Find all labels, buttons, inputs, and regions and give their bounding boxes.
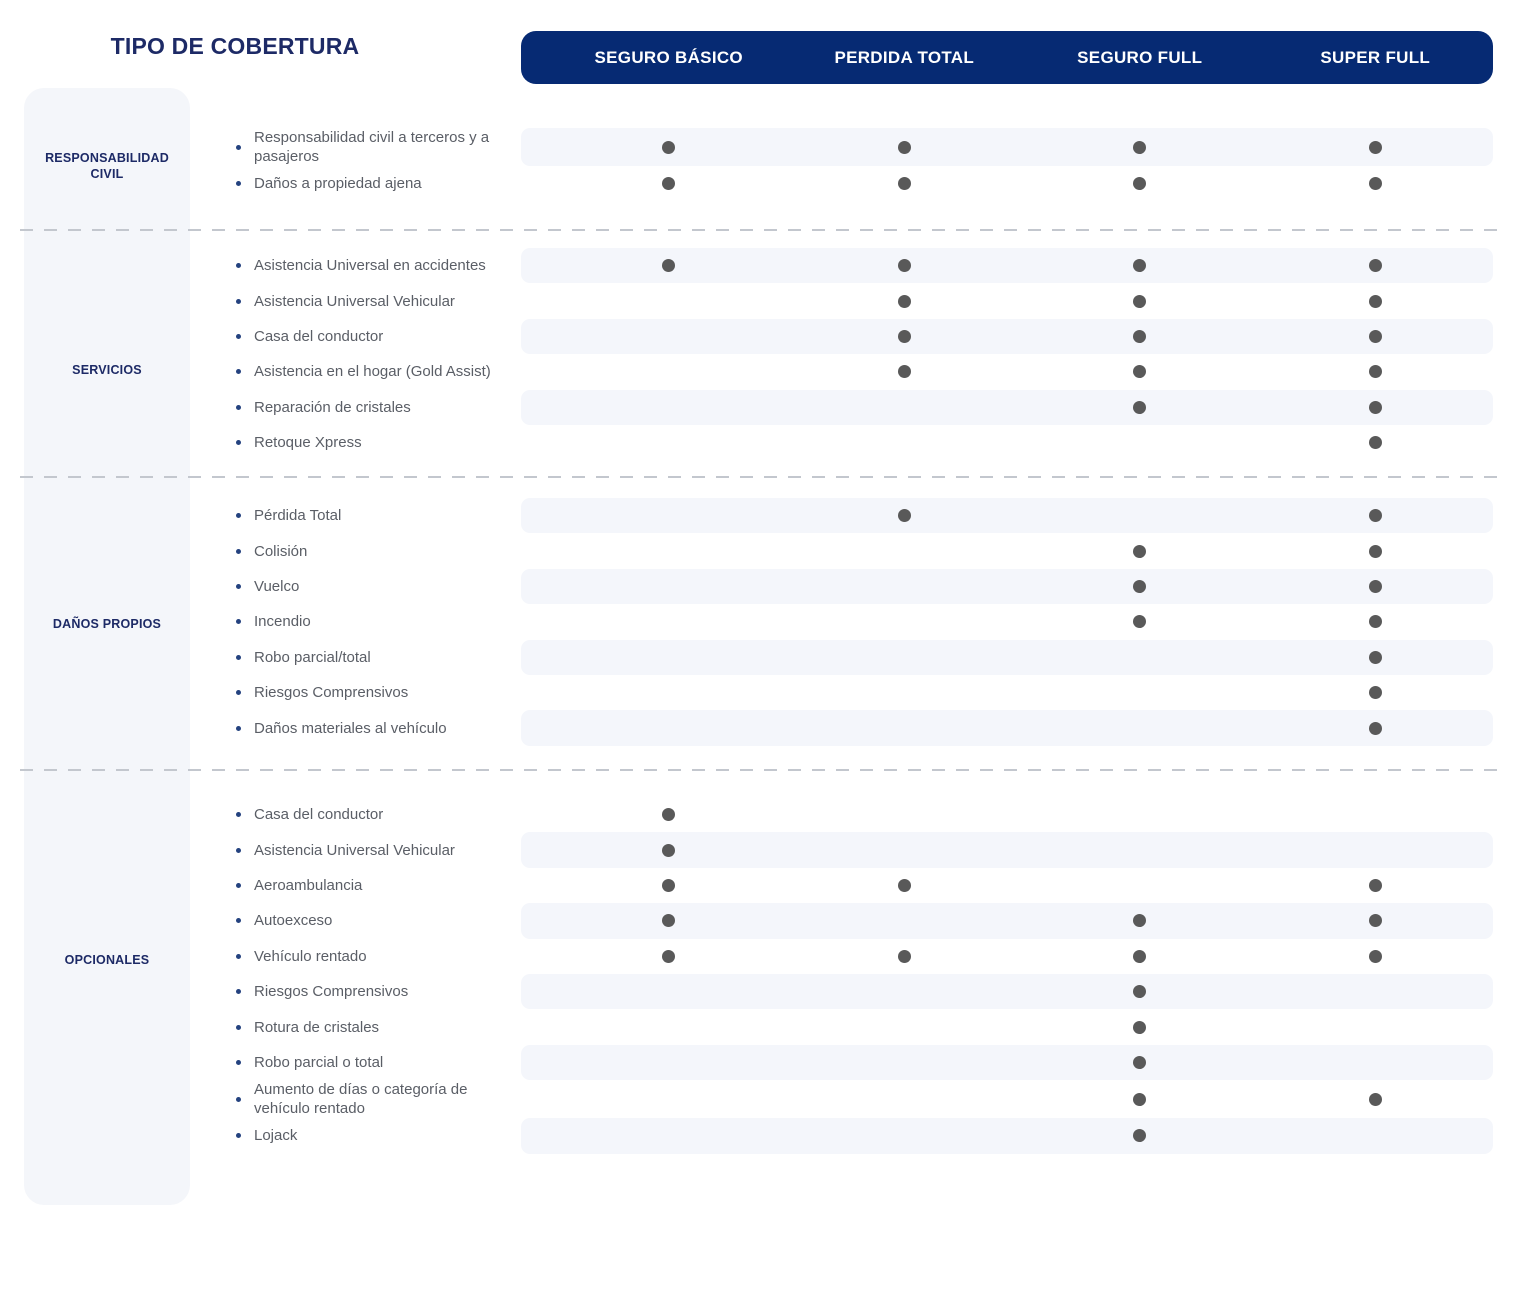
coverage-row-band <box>521 1080 1493 1118</box>
included-dot <box>1133 985 1146 998</box>
bullet-icon <box>236 145 241 150</box>
included-dot <box>1369 295 1382 308</box>
bullet-icon <box>236 405 241 410</box>
coverage-item-label: Retoque Xpress <box>254 434 362 452</box>
bullet-icon <box>236 263 241 268</box>
included-dot <box>1369 365 1382 378</box>
bullet-icon <box>236 1060 241 1065</box>
plan-cell-4 <box>1258 686 1494 699</box>
column-header-2: PERDIDA TOTAL <box>834 47 975 67</box>
bullet-icon <box>236 440 241 445</box>
plan-cell-1 <box>551 177 787 190</box>
bullet-icon <box>236 549 241 554</box>
category-label-danos-propios: DAÑOS PROPIOS <box>52 617 162 631</box>
included-dot <box>898 141 911 154</box>
coverage-item-label: Reparación de cristales <box>254 398 411 416</box>
coverage-item-label: Robo parcial/total <box>254 648 371 666</box>
plan-cell-3 <box>1022 914 1258 927</box>
included-dot <box>1369 651 1382 664</box>
coverage-item-label: Vuelco <box>254 577 300 595</box>
included-dot <box>1369 177 1382 190</box>
included-dot <box>662 177 675 190</box>
coverage-item-label: Casa del conductor <box>254 327 384 345</box>
coverage-row-label-wrap <box>233 506 521 525</box>
plan-cell-3 <box>1022 295 1258 308</box>
included-dot <box>1369 914 1382 927</box>
bullet-icon <box>236 513 241 518</box>
plan-cell-3 <box>1022 1129 1258 1142</box>
included-dot <box>1369 686 1382 699</box>
coverage-row-band <box>521 710 1493 745</box>
plan-cell-2 <box>787 365 1023 378</box>
bullet-icon <box>236 1025 241 1030</box>
coverage-row-label-wrap <box>233 327 521 346</box>
section-divider <box>20 229 1503 231</box>
coverage-row <box>233 425 1493 460</box>
coverage-row-label-wrap <box>233 648 521 667</box>
coverage-row-band <box>521 569 1493 604</box>
included-dot <box>1133 1129 1146 1142</box>
coverage-row-band <box>521 868 1493 903</box>
plan-cell-3 <box>1022 177 1258 190</box>
included-dot <box>898 509 911 522</box>
coverage-row <box>233 710 1493 745</box>
coverage-row <box>233 868 1493 903</box>
bullet-icon <box>236 954 241 959</box>
plan-cell-2 <box>787 259 1023 272</box>
plan-cell-4 <box>1258 879 1494 892</box>
coverage-row-label-wrap <box>233 128 521 166</box>
section-responsabilidad-civil <box>233 128 1493 201</box>
coverage-row <box>233 675 1493 710</box>
plan-cell-4 <box>1258 509 1494 522</box>
coverage-row-label-wrap <box>233 1126 521 1145</box>
included-dot <box>898 365 911 378</box>
included-dot <box>662 879 675 892</box>
included-dot <box>1369 141 1382 154</box>
included-dot <box>898 259 911 272</box>
bullet-icon <box>236 989 241 994</box>
coverage-row-label-wrap <box>233 542 521 561</box>
plan-cell-3 <box>1022 1056 1258 1069</box>
coverage-row-band <box>521 128 1493 166</box>
included-dot <box>1369 509 1382 522</box>
plan-cell-4 <box>1258 259 1494 272</box>
coverage-row-label-wrap <box>233 876 521 895</box>
bullet-icon <box>236 848 241 853</box>
included-dot <box>1369 879 1382 892</box>
included-dot <box>1369 330 1382 343</box>
coverage-row <box>233 640 1493 675</box>
plan-cell-1 <box>551 259 787 272</box>
included-dot <box>1369 436 1382 449</box>
included-dot <box>1133 1021 1146 1034</box>
coverage-row-band <box>521 248 1493 283</box>
coverage-item-label: Robo parcial o total <box>254 1053 384 1071</box>
plan-cell-3 <box>1022 365 1258 378</box>
coverage-row <box>233 1118 1493 1153</box>
bullet-icon <box>236 726 241 731</box>
coverage-row <box>233 1045 1493 1080</box>
coverage-row-label-wrap <box>233 947 521 966</box>
included-dot <box>662 844 675 857</box>
coverage-item-label: Asistencia Universal Vehicular <box>254 841 455 859</box>
plan-cell-2 <box>787 509 1023 522</box>
included-dot <box>1133 177 1146 190</box>
coverage-row <box>233 354 1493 389</box>
coverage-row <box>233 283 1493 318</box>
bullet-icon <box>236 334 241 339</box>
included-dot <box>1133 1056 1146 1069</box>
plan-cell-1 <box>551 950 787 963</box>
coverage-row-band <box>521 1118 1493 1153</box>
included-dot <box>898 879 911 892</box>
plan-cell-2 <box>787 141 1023 154</box>
included-dot <box>1369 1093 1382 1106</box>
coverage-item-label: Aeroambulancia <box>254 876 363 894</box>
coverage-row <box>233 248 1493 283</box>
coverage-row-band <box>521 283 1493 318</box>
included-dot <box>898 177 911 190</box>
coverage-row-label-wrap <box>233 362 521 381</box>
plan-cell-4 <box>1258 177 1494 190</box>
plan-cell-3 <box>1022 580 1258 593</box>
coverage-row <box>233 319 1493 354</box>
coverage-row-label-wrap <box>233 982 521 1001</box>
coverage-item-label: Asistencia Universal en accidentes <box>254 257 486 275</box>
coverage-row <box>233 939 1493 974</box>
coverage-row-label-wrap <box>233 805 521 824</box>
coverage-row-label-wrap <box>233 911 521 930</box>
section-danos-propios <box>233 498 1493 746</box>
included-dot <box>1133 365 1146 378</box>
coverage-row-label-wrap <box>233 1080 521 1118</box>
coverage-row-band <box>521 498 1493 533</box>
coverage-row <box>233 797 1493 832</box>
coverage-row-label-wrap <box>233 1018 521 1037</box>
coverage-row <box>233 533 1493 568</box>
coverage-row <box>233 1009 1493 1044</box>
coverage-item-label: Aumento de días o categoría de vehículo rentado <box>254 1081 468 1118</box>
plan-cell-1 <box>551 879 787 892</box>
included-dot <box>1369 722 1382 735</box>
included-dot <box>1133 141 1146 154</box>
plan-cell-3 <box>1022 1021 1258 1034</box>
coverage-item-label: Daños a propiedad ajena <box>254 175 422 193</box>
coverage-item-label: Responsabilidad civil a terceros y a pasajeros <box>254 129 490 165</box>
bullet-icon <box>236 1097 241 1102</box>
bullet-icon <box>236 918 241 923</box>
included-dot <box>1369 401 1382 414</box>
coverage-row-band <box>521 903 1493 938</box>
included-dot <box>1133 580 1146 593</box>
coverage-row-label-wrap <box>233 292 521 311</box>
plan-cell-2 <box>787 330 1023 343</box>
coverage-row-band <box>521 939 1493 974</box>
coverage-item-label: Riesgos Comprensivos <box>254 983 409 1001</box>
plan-cell-3 <box>1022 1093 1258 1106</box>
coverage-row-band <box>521 832 1493 867</box>
plan-cell-1 <box>551 141 787 154</box>
included-dot <box>898 950 911 963</box>
coverage-row-band <box>521 640 1493 675</box>
included-dot <box>1133 1093 1146 1106</box>
section-opcionales <box>233 797 1493 1154</box>
coverage-row-band <box>521 319 1493 354</box>
coverage-row <box>233 974 1493 1009</box>
coverage-row-label-wrap <box>233 174 521 193</box>
plan-cell-3 <box>1022 330 1258 343</box>
plan-cell-4 <box>1258 1093 1494 1106</box>
category-label-servicios: SERVICIOS <box>72 363 142 377</box>
coverage-item-label: Autoexceso <box>254 912 333 930</box>
included-dot <box>1133 950 1146 963</box>
bullet-icon <box>236 299 241 304</box>
plan-cell-1 <box>551 914 787 927</box>
plan-cell-4 <box>1258 722 1494 735</box>
plan-cell-3 <box>1022 950 1258 963</box>
plan-cell-2 <box>787 295 1023 308</box>
bullet-icon <box>236 883 241 888</box>
included-dot <box>1133 615 1146 628</box>
plan-cell-3 <box>1022 985 1258 998</box>
coverage-row-band <box>521 425 1493 460</box>
plan-cell-3 <box>1022 545 1258 558</box>
coverage-item-label: Lojack <box>254 1127 298 1145</box>
bullet-icon <box>236 812 241 817</box>
plan-cell-4 <box>1258 295 1494 308</box>
coverage-row <box>233 1080 1493 1118</box>
plan-cell-4 <box>1258 615 1494 628</box>
plan-cell-4 <box>1258 330 1494 343</box>
included-dot <box>1369 545 1382 558</box>
coverage-row <box>233 832 1493 867</box>
coverage-row <box>233 128 1493 166</box>
plan-cell-4 <box>1258 365 1494 378</box>
coverage-row-label-wrap <box>233 719 521 738</box>
coverage-row-label-wrap <box>233 433 521 452</box>
included-dot <box>1369 950 1382 963</box>
coverage-row-band <box>521 1009 1493 1044</box>
bullet-icon <box>236 181 241 186</box>
bullet-icon <box>236 655 241 660</box>
included-dot <box>662 808 675 821</box>
coverage-row-label-wrap <box>233 256 521 275</box>
coverage-item-label: Casa del conductor <box>254 806 384 824</box>
included-dot <box>1133 401 1146 414</box>
included-dot <box>898 295 911 308</box>
plan-cell-4 <box>1258 914 1494 927</box>
bullet-icon <box>236 690 241 695</box>
section-divider <box>20 769 1503 771</box>
coverage-row-label-wrap <box>233 841 521 860</box>
bullet-icon <box>236 619 241 624</box>
coverage-item-label: Riesgos Comprensivos <box>254 684 409 702</box>
coverage-row-label-wrap <box>233 577 521 596</box>
section-servicios <box>233 248 1493 460</box>
plan-cell-2 <box>787 879 1023 892</box>
plan-header-bar <box>521 31 1493 84</box>
coverage-item-label: Incendio <box>254 613 311 631</box>
coverage-row-band <box>521 797 1493 832</box>
included-dot <box>662 141 675 154</box>
plan-cell-4 <box>1258 141 1494 154</box>
included-dot <box>898 330 911 343</box>
column-header-1: SEGURO BÁSICO <box>594 47 743 67</box>
coverage-row-band <box>521 533 1493 568</box>
plan-cell-3 <box>1022 259 1258 272</box>
coverage-row <box>233 498 1493 533</box>
coverage-item-label: Rotura de cristales <box>254 1018 380 1036</box>
page-title: TIPO DE COBERTURA <box>110 33 360 59</box>
plan-cell-2 <box>787 950 1023 963</box>
coverage-row-label-wrap <box>233 683 521 702</box>
plan-cell-4 <box>1258 651 1494 664</box>
coverage-row-band <box>521 675 1493 710</box>
plan-cell-1 <box>551 808 787 821</box>
bullet-icon <box>236 584 241 589</box>
plan-cell-1 <box>551 844 787 857</box>
plan-cell-4 <box>1258 580 1494 593</box>
coverage-row-band <box>521 1045 1493 1080</box>
included-dot <box>662 950 675 963</box>
category-label-responsabilidad-civil: RESPONSABILIDAD CIVIL <box>45 151 169 181</box>
plan-cell-3 <box>1022 141 1258 154</box>
coverage-row <box>233 604 1493 639</box>
coverage-row-band <box>521 166 1493 201</box>
included-dot <box>1133 914 1146 927</box>
coverage-row-label-wrap <box>233 1053 521 1072</box>
column-header-3: SEGURO FULL <box>1077 47 1203 67</box>
plan-cell-4 <box>1258 436 1494 449</box>
coverage-item-label: Asistencia Universal Vehicular <box>254 292 455 310</box>
coverage-row <box>233 903 1493 938</box>
coverage-item-label: Vehículo rentado <box>254 947 367 965</box>
coverage-row-label-wrap <box>233 612 521 631</box>
coverage-row-band <box>521 354 1493 389</box>
coverage-row <box>233 166 1493 201</box>
category-label-opcionales: OPCIONALES <box>64 953 150 967</box>
included-dot <box>662 259 675 272</box>
coverage-row <box>233 390 1493 425</box>
coverage-row-band <box>521 974 1493 1009</box>
included-dot <box>1369 615 1382 628</box>
category-sidebar <box>24 88 190 1205</box>
included-dot <box>1369 580 1382 593</box>
included-dot <box>1133 295 1146 308</box>
included-dot <box>1133 259 1146 272</box>
coverage-row-band <box>521 604 1493 639</box>
included-dot <box>1133 545 1146 558</box>
plan-cell-4 <box>1258 401 1494 414</box>
included-dot <box>1369 259 1382 272</box>
included-dot <box>1133 330 1146 343</box>
section-divider <box>20 476 1503 478</box>
coverage-row <box>233 569 1493 604</box>
plan-cell-4 <box>1258 545 1494 558</box>
bullet-icon <box>236 369 241 374</box>
coverage-item-label: Colisión <box>254 542 308 560</box>
coverage-row-label-wrap <box>233 398 521 417</box>
coverage-item-label: Daños materiales al vehículo <box>254 719 447 737</box>
bullet-icon <box>236 1133 241 1138</box>
coverage-item-label: Pérdida Total <box>254 507 342 525</box>
column-header-4: SUPER FULL <box>1320 47 1431 67</box>
coverage-item-label: Asistencia en el hogar (Gold Assist) <box>254 363 491 381</box>
plan-cell-2 <box>787 177 1023 190</box>
plan-cell-3 <box>1022 615 1258 628</box>
plan-cell-3 <box>1022 401 1258 414</box>
plan-cell-4 <box>1258 950 1494 963</box>
coverage-row-band <box>521 390 1493 425</box>
included-dot <box>662 914 675 927</box>
